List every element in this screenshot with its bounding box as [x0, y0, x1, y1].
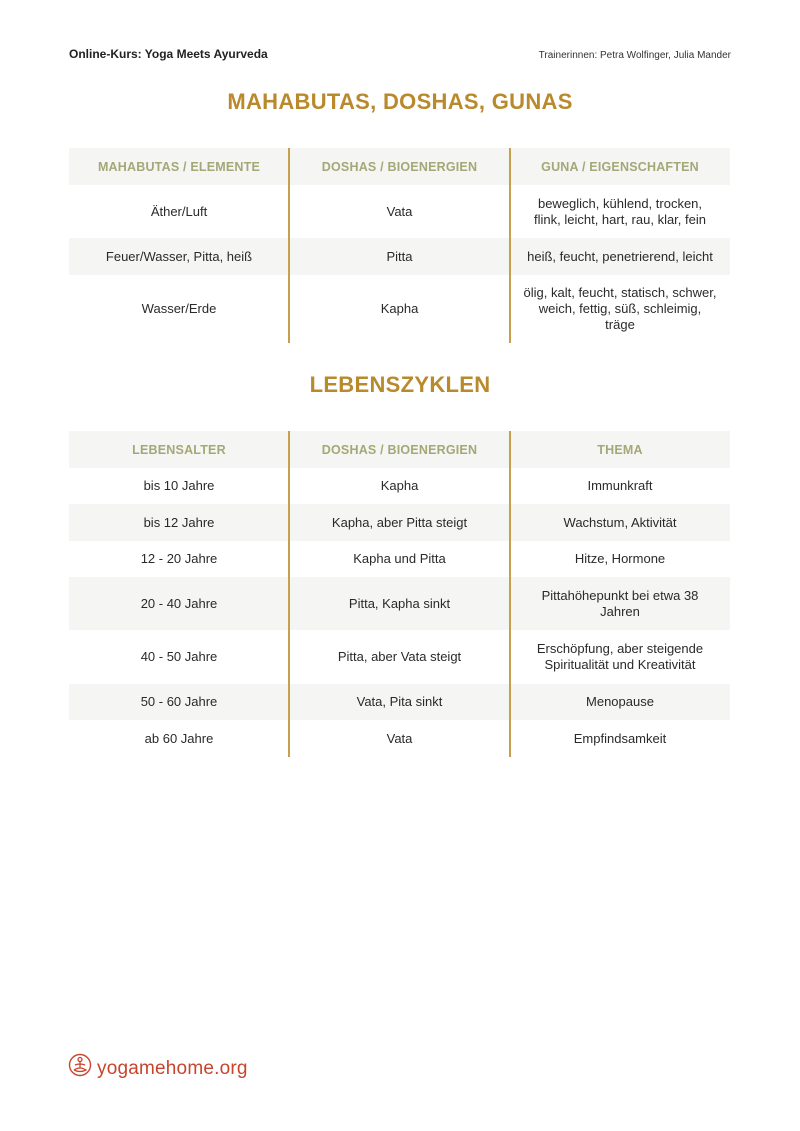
table-cell: Kapha — [380, 301, 419, 316]
table-cell: Immunkraft — [587, 478, 653, 493]
table-header-row — [69, 148, 730, 185]
table-cell: Pitta, Kapha sinkt — [348, 595, 451, 611]
table-cell: Vata — [386, 730, 413, 746]
table-cell: Feuer/Wasser, Pitta, heiß — [105, 248, 253, 264]
table-row — [69, 541, 730, 577]
table-cell: bis 10 Jahre — [143, 478, 215, 493]
table-cell: ab 60 Jahre — [144, 730, 214, 746]
table-cell: heiß, feucht, penetrierend, leicht — [527, 248, 713, 264]
table-cell: Vata, Pita sinkt — [356, 694, 443, 709]
table-row — [69, 684, 730, 720]
table-row — [69, 720, 730, 757]
table-cell: Hitze, Hormone — [574, 551, 666, 566]
table-cell: bis 12 Jahre — [143, 514, 215, 530]
table-row — [69, 238, 730, 275]
column-divider — [509, 431, 511, 757]
logo-text: yogamehome.org — [97, 1057, 248, 1079]
table-row — [69, 275, 730, 343]
column-header: MAHABUTAS / ELEMENTE — [97, 159, 261, 174]
meditating-figure-icon — [68, 1053, 92, 1084]
column-header: THEMA — [597, 442, 643, 457]
table-cell: Pitta, aber Vata steigt — [337, 649, 462, 664]
table-cell: Vata — [386, 203, 413, 219]
table-row — [69, 468, 730, 504]
table-cell: 12 - 20 Jahre — [140, 551, 218, 566]
column-divider — [288, 148, 290, 343]
column-header: DOSHAS / BIOENERGIEN — [321, 159, 478, 174]
trainers-line: Trainerinnen: Petra Wolfinger, Julia Mander — [538, 50, 731, 61]
column-header: GUNA / EIGENSCHAFTEN — [541, 159, 699, 174]
table-cell: Empfindsamkeit — [573, 730, 667, 746]
table-cell: Kapha, aber Pitta steigt — [331, 514, 468, 530]
course-title: Online-Kurs: Yoga Meets Ayurveda — [69, 47, 268, 61]
table-cell: Pittahöhepunkt bei etwa 38 Jahren — [541, 587, 699, 619]
footer-logo[interactable] — [68, 1053, 248, 1084]
table-cell: Menopause — [586, 694, 654, 709]
table-row — [69, 630, 730, 684]
table-cell: Äther/Luft — [150, 203, 208, 219]
table-cell: beweglich, kühlend, trocken, flink, leicht, hart, rau, klar, fein — [534, 195, 706, 227]
table-cell: Pitta — [386, 248, 413, 264]
table-mahabutas — [69, 148, 730, 343]
table-lebenszyklen — [69, 431, 730, 757]
column-header: DOSHAS / BIOENERGIEN — [321, 442, 478, 457]
table-header-row — [69, 431, 730, 468]
table-row — [69, 504, 730, 541]
table-cell: 20 - 40 Jahre — [140, 595, 218, 611]
table-cell: Wasser/Erde — [141, 301, 217, 316]
table-cell: Erschöpfung, aber steigende Spiritualität und Kreativität — [536, 641, 704, 672]
table-cell: Wachstum, Aktivität — [563, 514, 677, 530]
table-cell: 40 - 50 Jahre — [140, 649, 218, 664]
column-header: LEBENSALTER — [132, 442, 226, 457]
column-divider — [288, 431, 290, 757]
table-cell: 50 - 60 Jahre — [140, 694, 218, 709]
table-cell: ölig, kalt, feucht, statisch, schwer, weich, fettig, süß, schleimig, träge — [523, 285, 717, 332]
section-title-lebenszyklen: LEBENSZYKLEN — [309, 372, 491, 397]
table-row — [69, 185, 730, 238]
column-divider — [509, 148, 511, 343]
table-row — [69, 577, 730, 630]
section-title-mahabutas: MAHABUTAS, DOSHAS, GUNAS — [227, 89, 573, 114]
table-cell: Kapha — [380, 478, 419, 493]
table-cell: Kapha und Pitta — [353, 551, 446, 566]
